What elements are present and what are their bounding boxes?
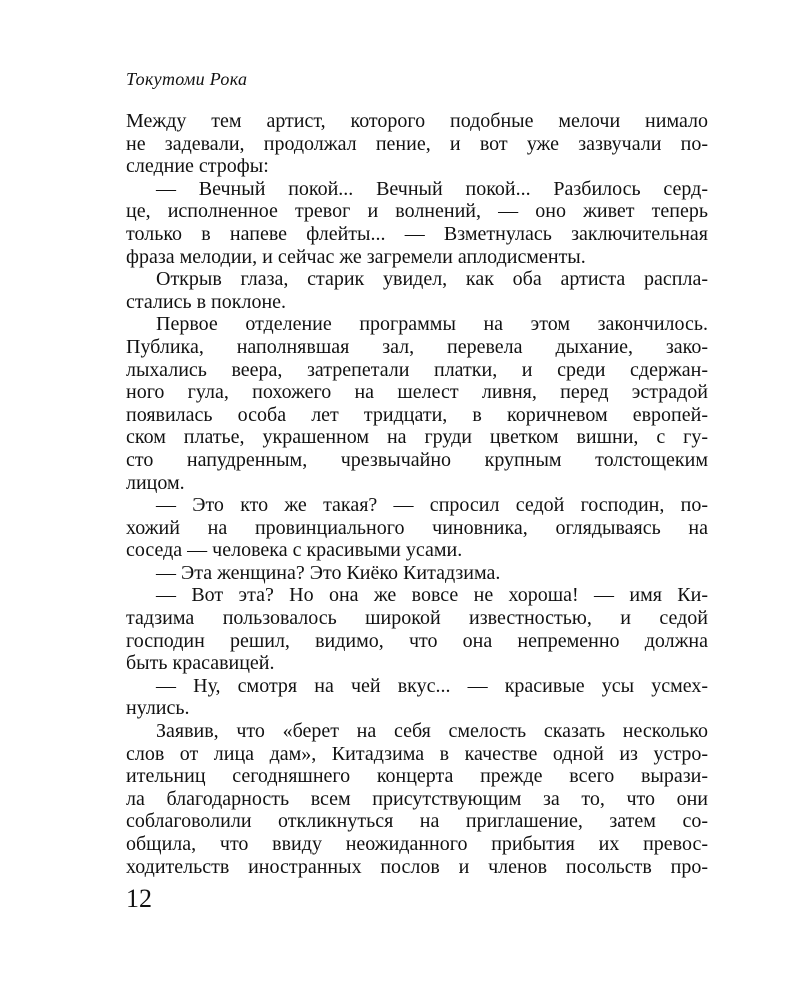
- text-line: слов от лица дам», Китадзима в качестве одной из устро-: [126, 742, 708, 765]
- page-number: 12: [126, 884, 152, 913]
- text-line: Заявив, что «берет на себя смелость сказать несколько: [156, 720, 708, 743]
- text-line: только в напеве флейты... — Взметнулась заключительная: [126, 222, 708, 245]
- text-line: Первое отделение программы на этом закончилось.: [156, 313, 708, 336]
- text-line: соседа — человека с красивыми усами.: [126, 539, 463, 562]
- text-line: ском платье, украшенном на груди цветком вишни, с гу-: [126, 426, 708, 449]
- text-line: Между тем артист, которого подобные мелочи нимало: [126, 110, 708, 132]
- text-line: тадзима пользовалось широкой известностью, и седой: [126, 607, 708, 630]
- text-line: быть красавицей.: [126, 652, 275, 675]
- text-line: не задевали, продолжал пение, и вот уже зазвучали по-: [126, 132, 708, 155]
- text-line: — Вот эта? Но она же вовсе не хороша! — имя Ки-: [156, 584, 708, 607]
- text-line: соблаговолили откликнуться на приглашение, затем со-: [126, 810, 708, 833]
- text-line: стались в поклоне.: [126, 290, 287, 313]
- text-line: лицом.: [126, 471, 185, 494]
- text-line: ного гула, похожего на шелест ливня, перед эстрадой: [126, 381, 708, 404]
- text-line: Открыв глаза, старик увидел, как оба артиста распла-: [156, 268, 708, 291]
- text-line: ла благодарность всем присутствующим за то, что они: [126, 787, 708, 810]
- text-line: господин решил, видимо, что она непременно должна: [126, 629, 708, 652]
- text-line: ительниц сегодняшнего концерта прежде всего вырази-: [126, 765, 708, 788]
- body-text: [126, 110, 708, 878]
- text-line: общила, что ввиду неожиданного прибытия их превос-: [126, 833, 708, 855]
- text-line: — Это кто же такая? — спросил седой господин, по-: [156, 494, 708, 517]
- text-line: це, исполненное тревог и волнений, — оно живет теперь: [126, 200, 708, 223]
- text-line: ходительств иностранных послов и членов посольств про-: [126, 855, 708, 878]
- text-line: нулись.: [126, 697, 190, 720]
- text-line: хожий на провинциального чиновника, оглядываясь на: [126, 516, 708, 539]
- text-line: — Ну, смотря на чей вкус... — красивые усы усмех-: [156, 674, 708, 697]
- text-line: Публика, наполнявшая зал, перевела дыхание, зако-: [126, 335, 708, 358]
- text-line: фраза мелодии, и сейчас же загремели аплодисменты.: [126, 245, 586, 268]
- text-line: — Эта женщина? Это Киёко Китадзима.: [156, 561, 501, 584]
- text-line: — Вечный покой... Вечный покой... Разбилось серд-: [156, 177, 708, 200]
- running-head: Токутоми Рока: [126, 69, 248, 89]
- text-line: лыхались веера, затрепетали платки, и среди сдержан-: [126, 358, 708, 381]
- text-line: следние строфы:: [126, 155, 269, 178]
- text-line: появилась особа лет тридцати, в коричневом европей-: [126, 403, 708, 426]
- text-line: сто напудренным, чрезвычайно крупным толстощеким: [126, 448, 708, 471]
